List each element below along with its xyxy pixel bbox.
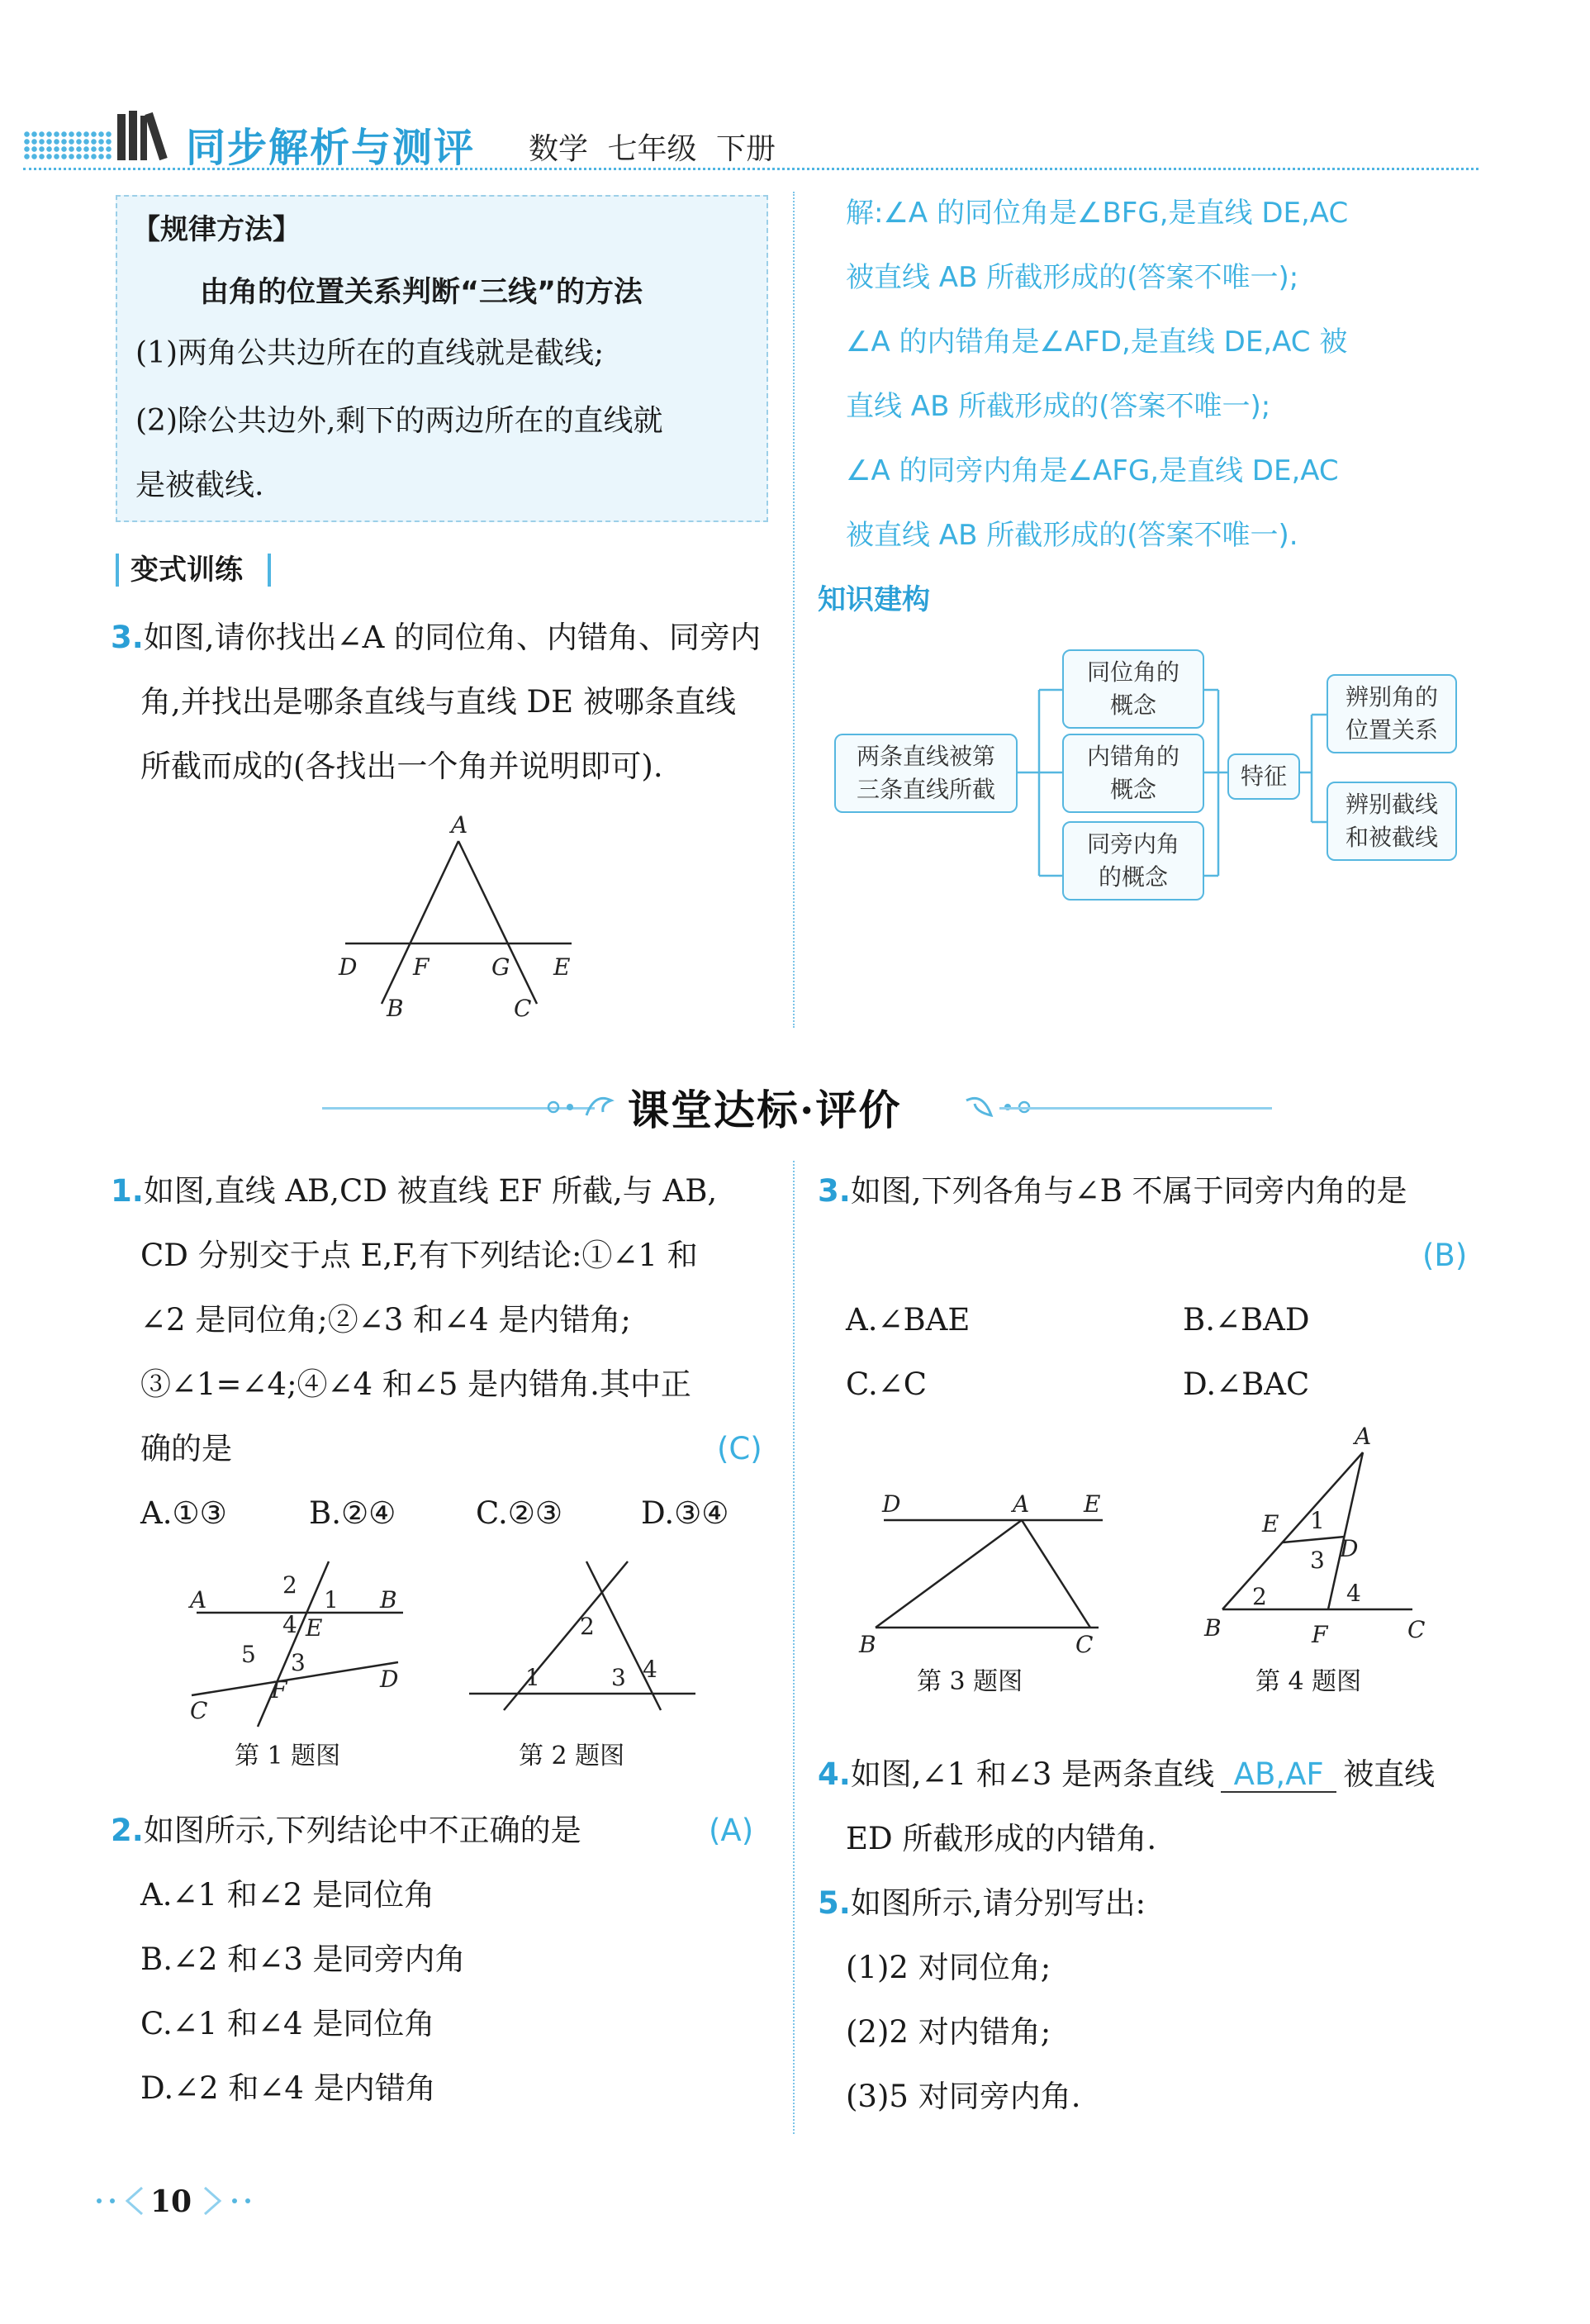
q3b-line-1 — [818, 1175, 1407, 1208]
fig3-label-A: A — [1013, 1490, 1030, 1518]
q3a-number: 3. — [111, 620, 144, 655]
fig2-label-4: 4 — [643, 1656, 657, 1683]
fig3-line-ac — [1022, 1520, 1090, 1628]
q1-option-c: C.②③ — [476, 1495, 563, 1531]
page-number: 10 — [150, 2184, 192, 2219]
q1-figure-2 — [463, 1553, 702, 1735]
banner-swirl-left-icon — [537, 1089, 619, 1125]
fig1-label-E: E — [306, 1614, 323, 1642]
q2-option-d: D.∠2 和∠4 是内错角 — [140, 2070, 436, 2106]
fig2-label-1: 1 — [525, 1664, 540, 1691]
fig1-label-3: 3 — [291, 1649, 306, 1676]
concept-2-line-1: 内错角的 — [1086, 743, 1179, 770]
variation-bar-right — [268, 554, 271, 587]
section-title: 课堂达标·评价 — [628, 1086, 902, 1134]
q3a-line-1 — [111, 621, 761, 654]
method-heading: 【规律方法】 — [132, 213, 301, 246]
q3b-option-d: D.∠BAC — [1183, 1366, 1310, 1402]
fig1-label-4: 4 — [282, 1611, 297, 1638]
label-D: D — [339, 953, 358, 981]
q1-line-4: ③∠1=∠4;④∠4 和∠5 是内错角.其中正 — [140, 1366, 691, 1402]
solution-line-2: 被直线 AB 所截形成的(答案不唯一); — [846, 261, 1299, 294]
fig1-label-C: C — [190, 1697, 208, 1724]
fig4-label-C: C — [1407, 1616, 1426, 1643]
label-E: E — [553, 953, 571, 981]
q1-figure-2-caption: 第 2 题图 — [519, 1742, 625, 1770]
fig3-label-C: C — [1075, 1631, 1094, 1658]
fig4-label-D: D — [1340, 1535, 1359, 1562]
fig4-label-3: 3 — [1310, 1547, 1325, 1574]
header-subtitle — [529, 126, 776, 168]
q1-answer: (C) — [717, 1431, 762, 1466]
q3a-figure — [330, 810, 595, 1022]
q5-item-1: (1)2 对同位角; — [846, 1950, 1051, 1985]
concept-3-line-2: 的概念 — [1098, 863, 1168, 891]
label-C: C — [514, 995, 532, 1022]
solution-line-1: 解:∠A 的同位角是∠BFG,是直线 DE,AC — [846, 197, 1349, 230]
method-box — [116, 195, 768, 522]
q2-answer: (A) — [709, 1813, 754, 1848]
q1-line-3: ∠2 是同位角;②∠3 和∠4 是内错角; — [140, 1302, 631, 1338]
column-divider-top — [793, 192, 795, 1028]
fig1-label-D: D — [380, 1666, 399, 1693]
q5-item-2: (2)2 对内错角; — [846, 2014, 1051, 2050]
q4-text-post: 被直线 — [1343, 1756, 1436, 1792]
q2-number: 2. — [111, 1813, 144, 1848]
q1-line-5: 确的是 — [140, 1431, 232, 1466]
fig4-label-A: A — [1355, 1423, 1372, 1450]
q4-line-1 — [818, 1758, 1435, 1793]
solution-line-5: ∠A 的同旁内角是∠AFG,是直线 DE,AC — [846, 454, 1339, 487]
q3b-figure-3-caption: 第 3 题图 — [917, 1667, 1023, 1696]
result-2-line-1: 辨别截线 — [1345, 791, 1438, 818]
header-volume: 下册 — [715, 132, 776, 166]
result-2-line-2: 和被截线 — [1345, 824, 1438, 851]
header-grade: 七年级 — [607, 132, 697, 166]
knowledge-root-box — [834, 734, 1018, 813]
q3a-text-1: 如图,请你找出∠A 的同位角、内错角、同旁内 — [143, 620, 762, 655]
knowledge-concept-box-3 — [1062, 821, 1204, 901]
q3b-number: 3. — [818, 1173, 851, 1209]
header-dots-decoration — [23, 131, 112, 160]
fig4-label-F: F — [1312, 1621, 1328, 1648]
concept-1-line-1: 同位角的 — [1086, 658, 1179, 686]
fig1-label-1: 1 — [324, 1586, 339, 1613]
q2-line-1 — [111, 1814, 581, 1847]
knowledge-feature-box: 特征 — [1227, 753, 1300, 800]
fig2-label-3: 3 — [611, 1664, 626, 1691]
q4-number: 4. — [818, 1756, 851, 1792]
fig1-label-B: B — [380, 1586, 397, 1613]
solution-line-4: 直线 AB 所截形成的(答案不唯一); — [846, 390, 1271, 423]
fig2-left-line — [504, 1561, 628, 1710]
solution-line-6: 被直线 AB 所截形成的(答案不唯一). — [846, 519, 1298, 552]
concept-3-line-1: 同旁内角 — [1086, 830, 1179, 858]
header-subject: 数学 — [529, 132, 589, 166]
q3b-stem: 如图,下列各角与∠B 不属于同旁内角的是 — [850, 1173, 1407, 1209]
fig4-label-2: 2 — [1252, 1583, 1267, 1610]
q4-line-2: ED 所截形成的内错角. — [846, 1821, 1157, 1856]
q3a-line-3: 所截而成的(各找出一个角并说明即可). — [140, 749, 663, 784]
label-A: A — [451, 811, 468, 839]
fig3-label-B: B — [859, 1631, 876, 1658]
q4-text-pre: 如图,∠1 和∠3 是两条直线 — [850, 1756, 1215, 1792]
q3b-option-a: A.∠BAE — [846, 1302, 971, 1338]
method-subtitle: 由角的位置关系判断“三线”的方法 — [200, 276, 643, 309]
fig3-line-ba — [876, 1520, 1022, 1628]
concept-1-line-2: 概念 — [1109, 691, 1156, 719]
q5-stem: 如图所示,请分别写出: — [850, 1885, 1146, 1921]
result-1-line-2: 位置关系 — [1345, 716, 1438, 744]
knowledge-concept-box-2 — [1062, 734, 1204, 813]
q3a-line-2: 角,并找出是哪条直线与直线 DE 被哪条直线 — [140, 684, 736, 720]
fig1-label-A: A — [190, 1586, 207, 1613]
q5-item-3: (3)5 对同旁内角. — [846, 2079, 1081, 2114]
q2-stem: 如图所示,下列结论中不正确的是 — [143, 1813, 581, 1848]
q3b-option-c: C.∠C — [846, 1366, 928, 1402]
fig4-label-B: B — [1204, 1614, 1222, 1642]
q1-option-a: A.①③ — [140, 1495, 227, 1531]
label-G: G — [491, 953, 510, 981]
q1-option-d: D.③④ — [641, 1495, 729, 1531]
fig2-label-2: 2 — [580, 1613, 595, 1640]
banner-rule-right — [999, 1107, 1272, 1110]
concept-2-line-2: 概念 — [1109, 776, 1156, 803]
fig1-label-2: 2 — [282, 1571, 297, 1599]
knowledge-result-box-2 — [1327, 782, 1457, 861]
fig1-label-F: F — [271, 1676, 287, 1704]
method-line-3: 是被截线. — [135, 468, 264, 502]
method-line-1: (1)两角公共边所在的直线就是截线; — [135, 336, 605, 370]
q1-line-1 — [111, 1175, 717, 1208]
knowledge-root-line-1: 两条直线被第 — [856, 743, 995, 770]
fig4-line-ba — [1222, 1452, 1363, 1609]
q4-answer-blank: AB,AF — [1221, 1758, 1336, 1793]
fig3-label-E: E — [1084, 1490, 1101, 1518]
header-title: 同步解析与测评 — [186, 125, 476, 171]
q3b-answer: (B) — [1422, 1238, 1468, 1273]
fig4-label-E: E — [1262, 1510, 1279, 1537]
q1-line-2: CD 分别交于点 E,F,有下列结论:①∠1 和 — [140, 1238, 698, 1273]
result-1-line-1: 辨别角的 — [1345, 683, 1438, 711]
q3b-option-b: B.∠BAD — [1183, 1302, 1310, 1338]
fig4-label-1: 1 — [1310, 1507, 1325, 1534]
solution-line-3: ∠A 的内错角是∠AFD,是直线 DE,AC 被 — [846, 326, 1348, 359]
variation-heading: 变式训练 — [131, 554, 243, 587]
q2-option-c: C.∠1 和∠4 是同位角 — [140, 2006, 435, 2041]
q2-option-a: A.∠1 和∠2 是同位角 — [140, 1877, 435, 1913]
q5-line-1 — [818, 1887, 1146, 1920]
knowledge-result-box-1 — [1327, 674, 1457, 753]
q1-text-1: 如图,直线 AB,CD 被直线 EF 所截,与 AB, — [143, 1173, 718, 1209]
knowledge-concept-box-1 — [1062, 649, 1204, 729]
q1-figure-1 — [182, 1553, 421, 1735]
method-line-2: (2)除公共边外,剩下的两边所在的直线就 — [135, 404, 663, 438]
q1-figure-1-caption: 第 1 题图 — [235, 1742, 341, 1770]
q3b-figure-4-caption: 第 4 题图 — [1255, 1667, 1362, 1696]
books-icon — [116, 109, 180, 164]
variation-bar-left — [116, 554, 119, 587]
knowledge-heading: 知识建构 — [818, 583, 930, 616]
q3b-figure-3 — [859, 1479, 1115, 1669]
q2-option-b: B.∠2 和∠3 是同旁内角 — [140, 1941, 466, 1977]
knowledge-root-line-2: 三条直线所截 — [856, 776, 995, 803]
q5-number: 5. — [818, 1885, 851, 1921]
fig4-label-4: 4 — [1346, 1580, 1361, 1607]
label-F: F — [413, 953, 430, 981]
q1-number: 1. — [111, 1173, 144, 1209]
fig1-label-5: 5 — [241, 1641, 256, 1668]
q3b-figure-4 — [1189, 1421, 1454, 1661]
header-rule — [23, 168, 1478, 170]
label-B: B — [387, 995, 404, 1022]
q1-option-b: B.②④ — [309, 1495, 396, 1531]
fig3-label-D: D — [882, 1490, 901, 1518]
fig4-line-ed — [1283, 1537, 1345, 1542]
column-divider-bottom — [793, 1161, 795, 2134]
